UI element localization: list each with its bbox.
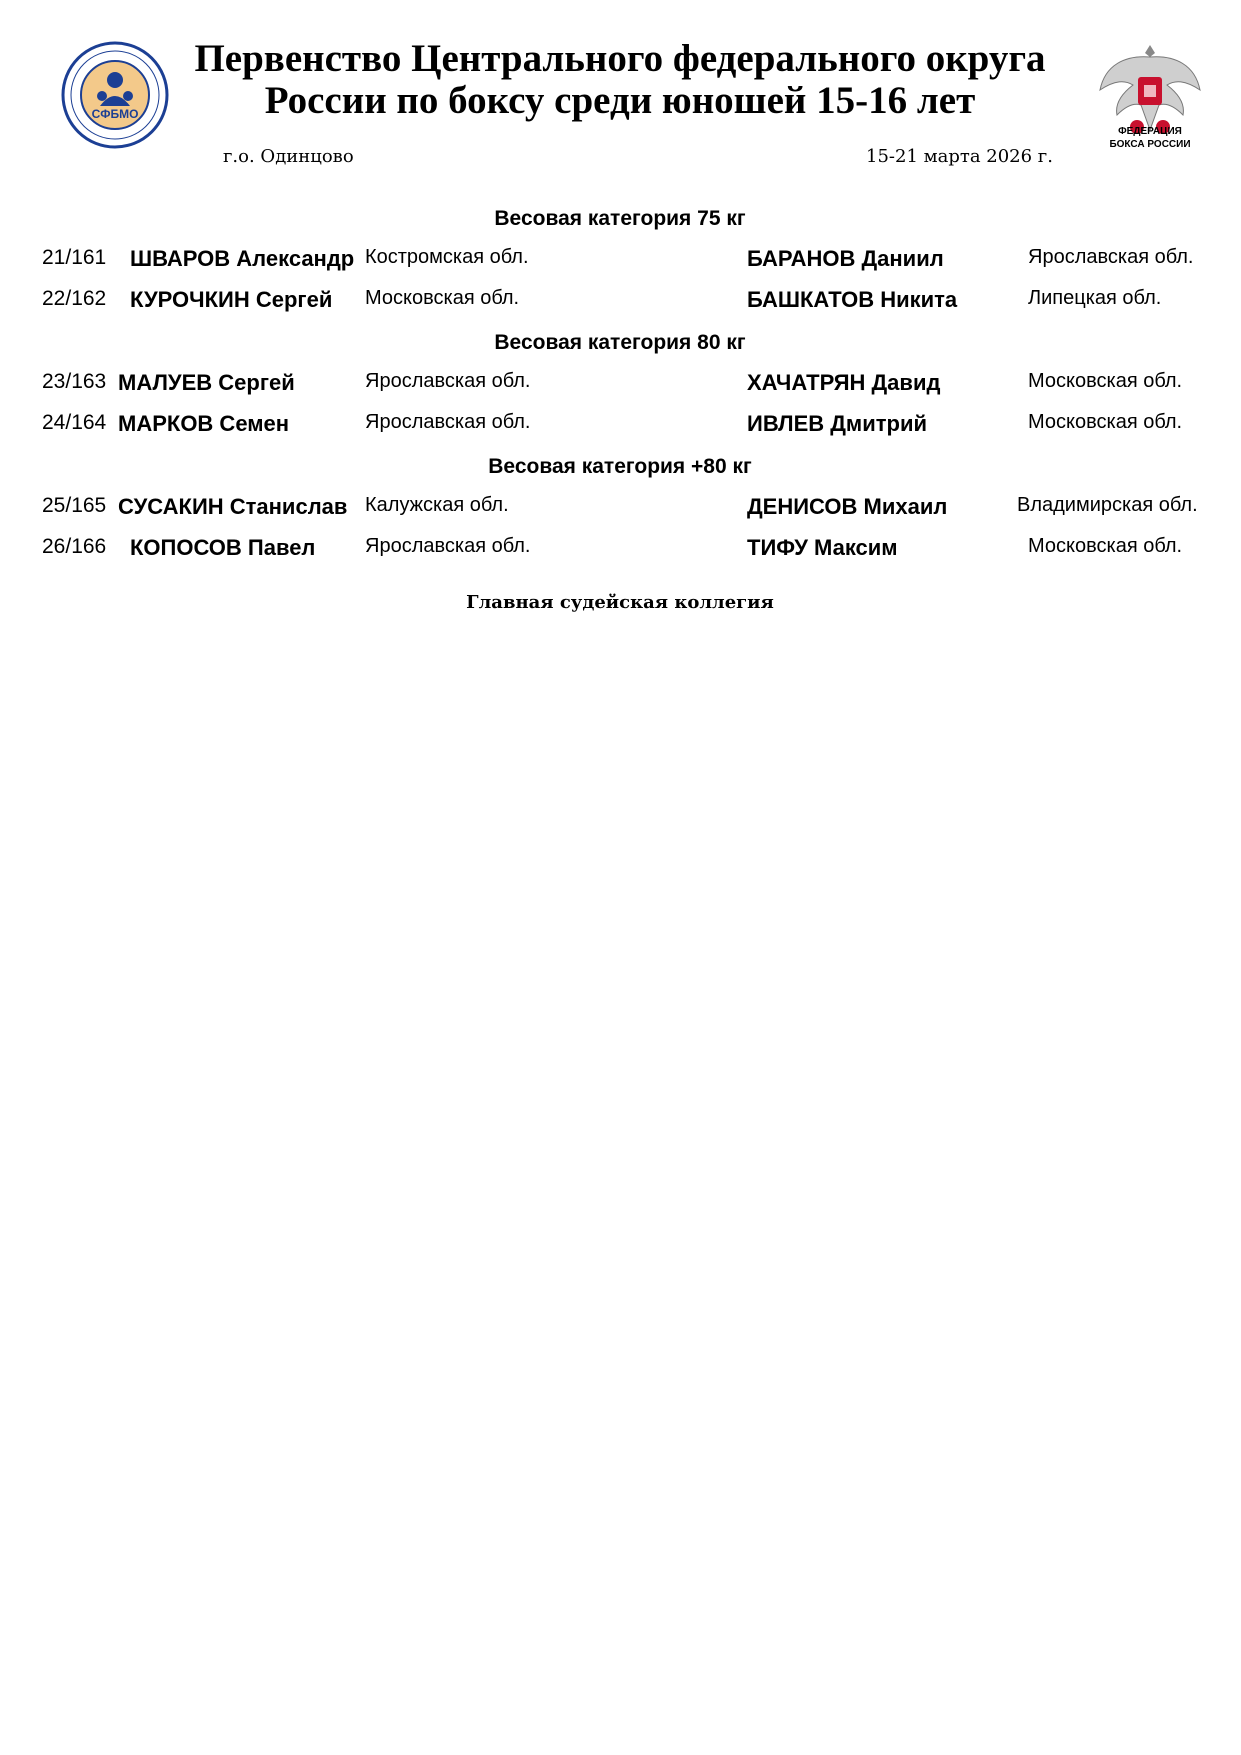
bout-number: 25/165 xyxy=(42,494,107,517)
fighter1-name: КОПОСОВ Павел xyxy=(130,535,316,560)
page-title-line2: России по боксу среди юношей 15-16 лет xyxy=(264,79,976,122)
bout-number: 22/162 xyxy=(42,287,107,310)
fighter2-region: Московская обл. xyxy=(1028,535,1183,557)
bout-number: 21/161 xyxy=(42,246,107,269)
fighter1-region: Калужская обл. xyxy=(365,494,509,516)
weight-category-title: Весовая категория +80 кг xyxy=(488,455,752,478)
bout-row xyxy=(0,494,1241,524)
fighter1-name: МАРКОВ Семен xyxy=(118,411,290,436)
fighter1-region: Ярославская обл. xyxy=(365,411,531,433)
fighter2-name: БАШКАТОВ Никита xyxy=(747,287,958,312)
bout-number: 26/166 xyxy=(42,535,107,558)
fighter1-region: Костромская обл. xyxy=(365,246,529,268)
bout-row xyxy=(0,370,1241,400)
fighter2-region: Московская обл. xyxy=(1028,370,1183,392)
fighter2-name: ХАЧАТРЯН Давид xyxy=(747,370,941,395)
event-city: г.о. Одинцово xyxy=(223,146,354,167)
sfbmo-logo-label: СФБМО xyxy=(91,107,139,121)
fighter2-name: ИВЛЕВ Дмитрий xyxy=(747,411,927,436)
sfbmo-logo xyxy=(60,40,170,150)
federation-caption-line2: БОКСА РОССИИ xyxy=(1109,139,1191,150)
federation-caption xyxy=(1085,125,1215,151)
fighter2-region: Владимирская обл. xyxy=(1017,494,1198,516)
fighter2-region: Липецкая обл. xyxy=(1028,287,1162,309)
fighter2-region: Ярославская обл. xyxy=(1028,246,1194,268)
fighter1-name: КУРОЧКИН Сергей xyxy=(130,287,333,312)
fighter1-name: ШВАРОВ Александр xyxy=(130,246,355,271)
federation-caption-line1: ФЕДЕРАЦИЯ xyxy=(1118,126,1182,137)
weight-category-title: Весовая категория 75 кг xyxy=(494,207,746,230)
fighter2-name: ДЕНИСОВ Михаил xyxy=(747,494,948,519)
bout-number: 23/163 xyxy=(42,370,107,393)
page-title-line1: Первенство Центрального федерального округа xyxy=(194,37,1046,80)
chief-judges-signature: Главная судейская коллегия xyxy=(466,592,774,613)
bout-number: 24/164 xyxy=(42,411,107,434)
bout-row xyxy=(0,535,1241,565)
fighter2-name: БАРАНОВ Даниил xyxy=(747,246,944,271)
fighter2-name: ТИФУ Максим xyxy=(747,535,898,560)
bout-row xyxy=(0,411,1241,441)
bout-row xyxy=(0,287,1241,317)
fighter1-region: Ярославская обл. xyxy=(365,370,531,392)
event-dates: 15-21 марта 2026 г. xyxy=(866,146,1053,167)
fighter1-name: МАЛУЕВ Сергей xyxy=(118,370,295,395)
bout-row xyxy=(0,246,1241,276)
fighter1-region: Московская обл. xyxy=(365,287,520,309)
fighter1-name: СУСАКИН Станислав xyxy=(118,494,348,519)
weight-category-title: Весовая категория 80 кг xyxy=(494,331,746,354)
fighter2-region: Московская обл. xyxy=(1028,411,1183,433)
fighter1-region: Ярославская обл. xyxy=(365,535,531,557)
